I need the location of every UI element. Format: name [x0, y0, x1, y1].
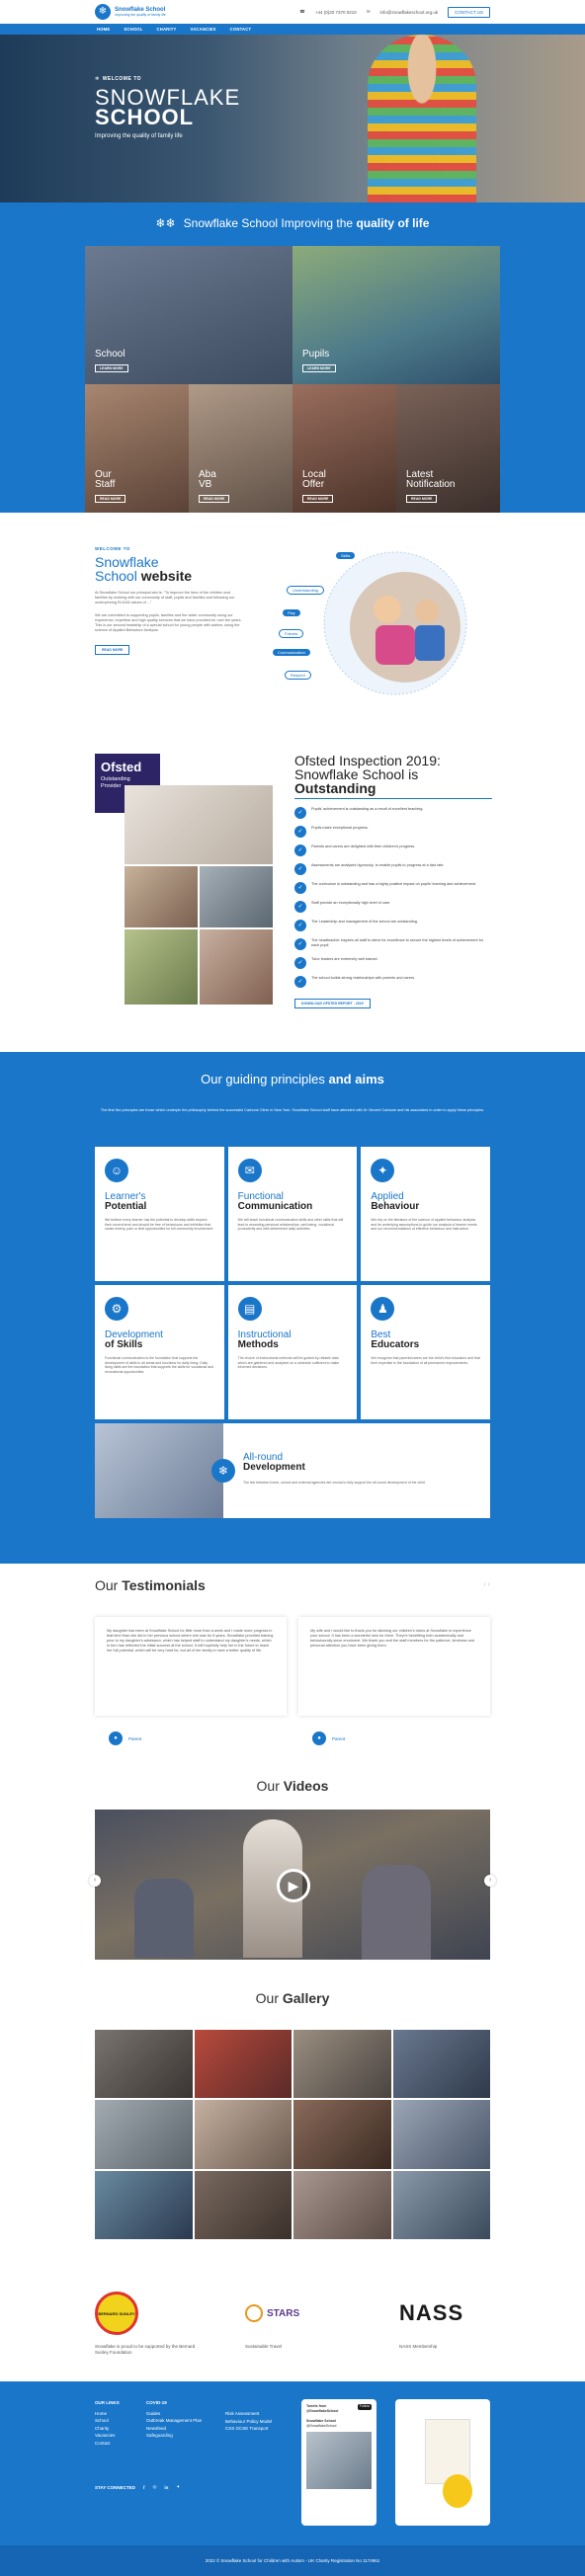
phone-icon: ☎: [299, 9, 305, 14]
footer-links-title: OUR LINKS: [95, 2400, 120, 2405]
footer-link[interactable]: Newsfeed: [146, 2425, 167, 2431]
principle-card: ✦ Applied Behaviour We rely on the literature of the science of applied behaviour analysis and its underlying assumptions to guide our analysis of learner needs and our recommendations of effective behaviour and instruction.: [361, 1147, 490, 1281]
nav-contact[interactable]: CONTACT: [229, 27, 252, 32]
learn-more-button[interactable]: LEARN MORE: [95, 364, 128, 372]
list-item: ✓ Pupils' achievement is outstanding as a result of excellent teaching.: [294, 807, 492, 820]
logo-tagline: Improving the quality of family life: [115, 13, 166, 17]
sponsor-nass[interactable]: NASS NASS Membership: [399, 2300, 464, 2349]
gallery-photo[interactable]: [95, 2171, 193, 2239]
footer-covid-title: COVID-19: [146, 2400, 167, 2405]
testimonial-author: ● Parent: [109, 1731, 141, 1745]
quality-section: [0, 202, 585, 513]
prev-arrow-icon[interactable]: ‹: [483, 1581, 486, 1588]
snowflake-icon: ❄: [95, 4, 111, 20]
hero-image: [368, 35, 476, 202]
principles-section: [0, 1052, 585, 1564]
check-icon: ✓: [294, 976, 306, 988]
tile-local-offer[interactable]: Local Offer READ MORE: [292, 384, 396, 515]
gallery-grid: [95, 2030, 490, 2239]
footer-link[interactable]: Behaviour Policy Model: [225, 2418, 273, 2424]
list-item: ✓ The curriculum is outstanding and has a highly positive impact on pupils' learning and achievement.: [294, 882, 492, 895]
bubble-understanding: Understanding: [287, 586, 324, 595]
list-item: ✓ Tutor leaders are extremely well trained.: [294, 957, 492, 970]
snowflake-icon: ❄❄: [155, 216, 176, 230]
testimonials-section: [0, 1564, 585, 1766]
tweet-handle: @SnowflakeSchool: [306, 2423, 337, 2428]
stay-connected: STAY CONNECTED f ◎ in ✦: [95, 2484, 181, 2490]
gallery-photo[interactable]: [293, 2030, 391, 2098]
footer: [0, 2381, 585, 2545]
gallery-heading: Our Gallery: [255, 1990, 330, 2006]
skills-circle-graphic: [296, 528, 478, 710]
play-icon[interactable]: ▶: [277, 1869, 310, 1902]
gallery-photo[interactable]: [393, 2171, 491, 2239]
hero-banner: [0, 35, 585, 202]
gallery-photo[interactable]: [393, 2100, 491, 2168]
nav-home[interactable]: HOME: [97, 27, 111, 32]
welcome-label: WELCOME TO: [95, 546, 130, 551]
read-more-button[interactable]: READ MORE: [406, 495, 437, 503]
nass-logo: NASS: [399, 2300, 464, 2325]
phone-number[interactable]: +44 (0)20 7370 0210: [314, 9, 357, 15]
gallery-photo[interactable]: [95, 2030, 193, 2098]
development-image: [95, 1423, 229, 1518]
tweets-title: Tweets from @SnowflakeSchool: [306, 2404, 339, 2413]
stars-logo: STARS: [267, 2307, 300, 2319]
read-more-button[interactable]: READ MORE: [95, 495, 125, 503]
gallery-photo[interactable]: [195, 2100, 292, 2168]
check-icon: ✓: [294, 807, 306, 819]
bubble-play: Play: [283, 609, 300, 616]
hero-welcome: WELCOME TO: [102, 76, 142, 82]
email-link[interactable]: info@snowflakeschool.org.uk: [379, 9, 439, 15]
logo-title: Snowflake School: [115, 7, 166, 13]
video-player[interactable]: [95, 1810, 490, 1960]
gallery-photo[interactable]: [195, 2171, 292, 2239]
gallery-photo[interactable]: [95, 2100, 193, 2168]
check-icon: ✓: [294, 901, 306, 913]
follow-button[interactable]: Follow: [359, 2404, 370, 2408]
principles-heading: Our guiding principles and aims: [201, 1072, 384, 1087]
copyright: 2022 © Snowflake School for Children with Autism - UK Charity Registration No 1174961: [0, 2545, 585, 2576]
bubble-skills: Skills: [336, 552, 355, 559]
welcome-section: [0, 513, 585, 726]
nav-school[interactable]: SCHOOL: [124, 27, 143, 32]
tile-aba-vb[interactable]: Aba VB READ MORE: [189, 384, 292, 515]
hero-subtitle: Improving the quality of family life: [95, 133, 183, 139]
footer-book-graphic: [395, 2399, 490, 2526]
check-icon: ✓: [294, 882, 306, 894]
quality-heading: ❄❄ Snowflake School Improving the quality of life: [155, 216, 430, 230]
check-icon: ✓: [294, 920, 306, 931]
footer-link[interactable]: Home: [95, 2410, 108, 2416]
bubble-communication: Communication: [273, 649, 310, 656]
user-icon: ●: [312, 1731, 326, 1745]
gallery-photo[interactable]: [293, 2100, 391, 2168]
videos-section: [0, 1766, 585, 1980]
facebook-icon[interactable]: f: [142, 2484, 145, 2490]
prev-arrow-icon[interactable]: ‹: [89, 1875, 101, 1887]
principle-card: ▤ Instructional Methods The choice of instructional methods will be guided by reliable data which are gathered and analysed on a schedule sufficient to make informed decisions.: [228, 1285, 358, 1419]
site-logo[interactable]: [95, 4, 166, 20]
list-item: ✓ Pupils make exceptional progress.: [294, 826, 492, 839]
nav-charity[interactable]: CHARITY: [156, 27, 177, 32]
testimonial-author: ● Parent: [312, 1731, 345, 1745]
tile-latest-notification[interactable]: Latest Notification READ MORE: [396, 384, 500, 515]
welcome-paragraph: We are committed to supporting pupils, families and the wider community using our experience, expertise and high quality services that we have provided for over ten years. This is our second headship of a special school for young people with autism, using the science of Applied Behaviour Analysis.: [95, 613, 242, 632]
nav-vacancies[interactable]: VACANCIES: [190, 27, 216, 32]
brain-icon: ✦: [371, 1159, 394, 1182]
check-icon: ✓: [294, 826, 306, 838]
principles-intro: The first five principles are those which underpin the philosophy behind the successful Carbone Clinic in New York. Snowflake School staff have attended with Dr Vincent Carbone and his associates in order to apply these principles.: [100, 1108, 485, 1112]
main-nav: [0, 24, 585, 35]
users-icon: ♟: [371, 1297, 394, 1321]
footer-link[interactable]: Safeguarding: [146, 2433, 173, 2438]
welcome-title: Snowflake School website: [95, 554, 193, 584]
tile-pupils[interactable]: Pupils LEARN MORE: [292, 246, 500, 384]
snowflake-icon: ❄: [95, 76, 100, 82]
tile-school[interactable]: School LEARN MORE: [85, 246, 292, 384]
download-ofsted-button[interactable]: DOWNLOAD OFSTED REPORT - 2019: [294, 999, 371, 1008]
chat-icon: ✉: [238, 1159, 262, 1182]
twitter-feed[interactable]: [301, 2399, 376, 2526]
read-more-button[interactable]: READ MORE: [302, 495, 333, 503]
sponsors-section: [0, 2259, 585, 2381]
mail-icon: ✉: [366, 9, 371, 14]
stars-icon: [245, 2304, 263, 2322]
gallery-photo[interactable]: [293, 2171, 391, 2239]
next-arrow-icon[interactable]: ›: [487, 1581, 490, 1588]
gallery-section: [0, 1980, 585, 2259]
footer-link[interactable]: Vacancies: [95, 2433, 116, 2438]
user-icon: ●: [109, 1731, 123, 1745]
check-icon: ✓: [294, 938, 306, 950]
ofsted-badge: Ofsted Outstanding Provider: [95, 754, 160, 813]
testimonial-card: My wife and I would like to thank you for allowing our children's tutors at Snowflake to experience your school. It has been a wonderful new for them. They're benefiting both academically and behaviourally since enrolment. We thank you and the staff members for the patience, kindness and personal attention you have been giving them.: [298, 1617, 490, 1716]
tile-our-staff[interactable]: Our Staff READ MORE: [85, 384, 189, 515]
snowflake-icon: ❄: [211, 1459, 235, 1483]
list-item: ✓ Assessments are analysed rigorously, to enable pupils to progress at a fast rate.: [294, 863, 492, 876]
list-item: ✓ Staff provide an exceptionally high level of care.: [294, 901, 492, 914]
instagram-icon[interactable]: ◎: [152, 2484, 157, 2489]
footer-link[interactable]: Contact: [95, 2440, 111, 2446]
bubble-respect: Respect: [285, 671, 311, 680]
ofsted-points: [294, 807, 492, 989]
principle-card: ♟ Best Educators We recognise that parents/carers are the child's first educators and that their expertise is the foundation of all permanent improvements.: [361, 1285, 490, 1419]
list-item: ✓ Parents and carers are delighted with their children's progress.: [294, 845, 492, 857]
hero-title: SNOWFLAKE SCHOOL: [95, 85, 241, 129]
principle-card-wide: ❄ All-round Development The link between home, school and external agencies are crucial to fully support the all-round development of the child.: [95, 1423, 490, 1518]
check-icon: ✓: [294, 957, 306, 969]
check-icon: ✓: [294, 863, 306, 875]
list-item: ✓ The headteacher inspires all staff to strive for excellence to secure the highest levels of achievement for each pupil.: [294, 938, 492, 951]
learner-icon: ☺: [105, 1159, 128, 1182]
footer-link[interactable]: Guides: [146, 2410, 161, 2416]
learn-more-button[interactable]: LEARN MORE: [302, 364, 336, 372]
sponsor-stars[interactable]: STARS Sustainable Travel: [245, 2289, 354, 2350]
gallery-photo[interactable]: [393, 2030, 491, 2098]
bubble-friends: Friends: [279, 629, 303, 638]
linkedin-icon[interactable]: in: [164, 2484, 169, 2490]
principle-card: ⚙ Development of Skills Functional communication is the foundation that supports the development of skills in all areas and functions for daily living. Daily living skills are the foundation that supports the skills for vocational and recreational opportunities.: [95, 1285, 224, 1419]
ofsted-photos: [125, 785, 273, 1005]
tweet-author: Snowflake School: [306, 2419, 336, 2423]
footer-link[interactable]: CSS GCSE Transport: [225, 2426, 269, 2431]
footer-link[interactable]: School: [95, 2418, 109, 2423]
footer-link[interactable]: Risk Assessment: [225, 2411, 260, 2416]
book-icon: ▤: [238, 1297, 262, 1321]
ofsted-title: Ofsted Inspection 2019: Snowflake School is Outstanding: [294, 753, 441, 796]
read-more-button[interactable]: READ MORE: [95, 645, 129, 655]
contact-us-button[interactable]: CONTACT US: [448, 7, 490, 18]
testimonials-heading: Our Testimonials: [95, 1577, 206, 1593]
read-more-button[interactable]: READ MORE: [199, 495, 229, 503]
top-bar: [0, 0, 585, 24]
gallery-photo[interactable]: [195, 2030, 292, 2098]
tweet-image: [306, 2432, 372, 2489]
footer-link[interactable]: Charity: [95, 2425, 110, 2431]
footer-link[interactable]: Outbreak Management Plan: [146, 2418, 203, 2423]
check-icon: ✓: [294, 845, 306, 856]
welcome-paragraph: At Snowflake School our principal aim is: "To improve the lives of the children and families by working with our community of staff, pupils and families and following our underpinning ELKAN values of ...": [95, 591, 235, 604]
list-item: ✓ The school builds strong relationships with parents and carers.: [294, 976, 492, 989]
sponsor-bernard-sunley[interactable]: BERNARD SUNLEY Snowflake is proud to be supported by the Bernard Sunley Foundation: [95, 2289, 204, 2356]
principle-card: ✉ Functional Communication We will teach functional communication skills and other skills that will lead to rewarding personal relationships, well-being, vocational productivity and well-determined daily activities.: [228, 1147, 358, 1281]
list-item: ✓ The Leadership and management of the school are outstanding.: [294, 920, 492, 932]
next-arrow-icon[interactable]: ›: [484, 1875, 496, 1887]
bernard-sunley-logo: BERNARD SUNLEY: [95, 2292, 138, 2335]
principle-card: ☺ Learner's Potential We believe every learner has the potential to develop skills beyond their current level and should be free of behaviours and inhibition that cause misery, pain or limit opportunities for full community involvement.: [95, 1147, 224, 1281]
testimonial-card: My daughter has been at Snowflake School for little more than a week and I made more progress in that time than she did in her previous school where she was for 6 years. Snowflake provided training prior to my daughter's admission, which has helped staff to understand my daughter's needs, which in turn has reflected the initial success at the school. It will hopefully help her in the future to reach her full potential, which will be very hard for, but all of her family to have a better quality of life.: [95, 1617, 287, 1716]
videos-heading: Our Videos: [256, 1778, 329, 1794]
ofsted-section: [0, 726, 585, 1052]
gear-icon: ⚙: [105, 1297, 128, 1321]
twitter-icon[interactable]: ✦: [176, 2484, 181, 2489]
